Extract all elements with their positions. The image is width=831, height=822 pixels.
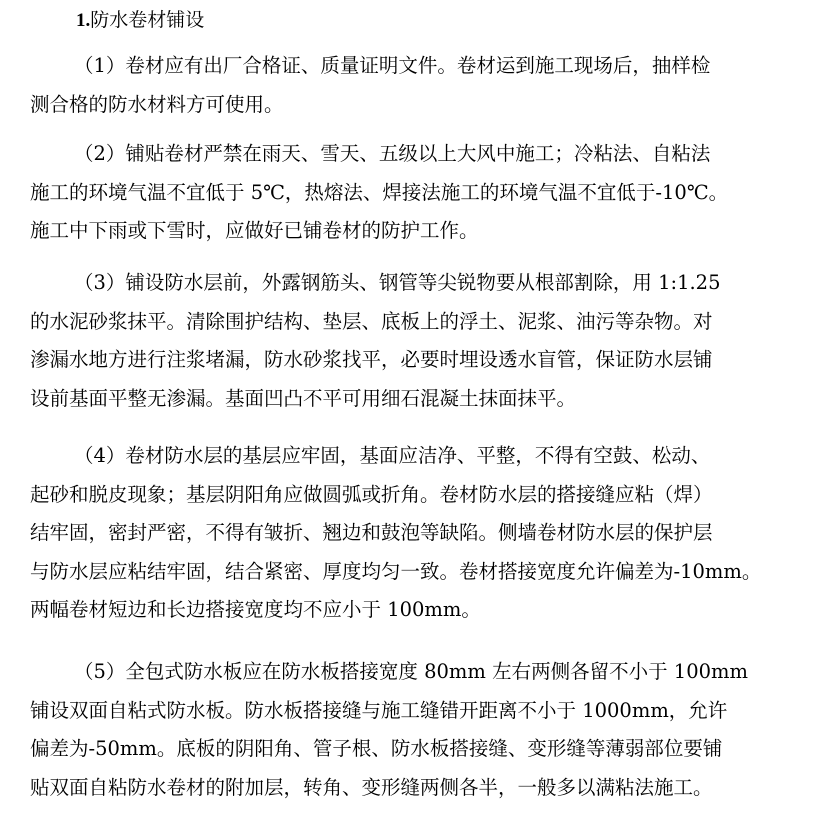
paragraph-line: （2）铺贴卷材严禁在雨天、雪天、五级以上大风中施工；冷粘法、自粘法 xyxy=(74,142,711,165)
paragraph-line: （5）全包式防水板应在防水板搭接宽度 80mm 左右两侧各留不小于 100mm xyxy=(74,660,748,683)
paragraph-line: 施工的环境气温不宜低于 5℃，热熔法、焊接法施工的环境气温不宜低于-10℃。 xyxy=(30,180,729,204)
paragraph-line: 两幅卷材短边和长边搭接宽度均不应小于 100mm。 xyxy=(30,598,481,621)
paragraph-line: 与防水层应粘结牢固，结合紧密、厚度均匀一致。卷材搭接宽度允许偏差为-10mm。 xyxy=(30,559,762,583)
paragraph-1 xyxy=(30,47,810,124)
paragraph-line: 施工中下雨或下雪时，应做好已铺卷材的防护工作。 xyxy=(30,219,479,242)
paragraph-line: 设前基面平整无渗漏。基面凹凸不平可用细石混凝土抹面抹平。 xyxy=(30,386,577,410)
paragraph-line: 结牢固，密封严密，不得有皱折、翘边和鼓泡等缺陷。侧墙卷材防水层的保护层 xyxy=(30,521,713,544)
paragraph-2 xyxy=(30,135,810,251)
paragraph-line: 起砂和脱皮现象；基层阴阳角应做圆弧或折角。卷材防水层的搭接缝应粘（焊） xyxy=(30,482,713,506)
paragraph-line: 的水泥砂浆抹平。清除围护结构、垫层、底板上的浮土、泥浆、油污等杂物。对 xyxy=(30,309,713,333)
paragraph-line: （4）卷材防水层的基层应牢固，基面应洁净、平整，不得有空鼓、松动、 xyxy=(74,444,711,467)
paragraph-line: 铺设双面自粘式防水板。防水板搭接缝与施工缝错开距离不小于 1000mm，允许 xyxy=(30,698,728,722)
paragraph-line: 贴双面自粘防水卷材的附加层，转角、变形缝两侧各半，一般多以满粘法施工。 xyxy=(30,775,713,799)
paragraph-line: 渗漏水地方进行注浆堵漏，防水砂浆找平，必要时埋设透水盲管，保证防水层铺 xyxy=(30,348,713,371)
paragraph-line: （1）卷材应有出厂合格证、质量证明文件。卷材运到施工现场后，抽样检 xyxy=(74,54,711,77)
paragraph-3 xyxy=(30,264,810,418)
paragraph-5 xyxy=(30,653,810,807)
section-title: 防水卷材铺设 xyxy=(90,9,205,31)
paragraph-4 xyxy=(30,437,810,630)
paragraph-line: （3）铺设防水层前，外露钢筋头、钢管等尖锐物要从根部割除，用 1:1.25 xyxy=(74,271,721,294)
paragraph-line: 偏差为-50mm。底板的阴阳角、管子根、防水板搭接缝、变形缝等薄弱部位要铺 xyxy=(30,737,723,760)
section-heading xyxy=(76,7,204,34)
section-number: 1. xyxy=(76,10,91,31)
paragraph-line: 测合格的防水材料方可使用。 xyxy=(30,92,284,116)
